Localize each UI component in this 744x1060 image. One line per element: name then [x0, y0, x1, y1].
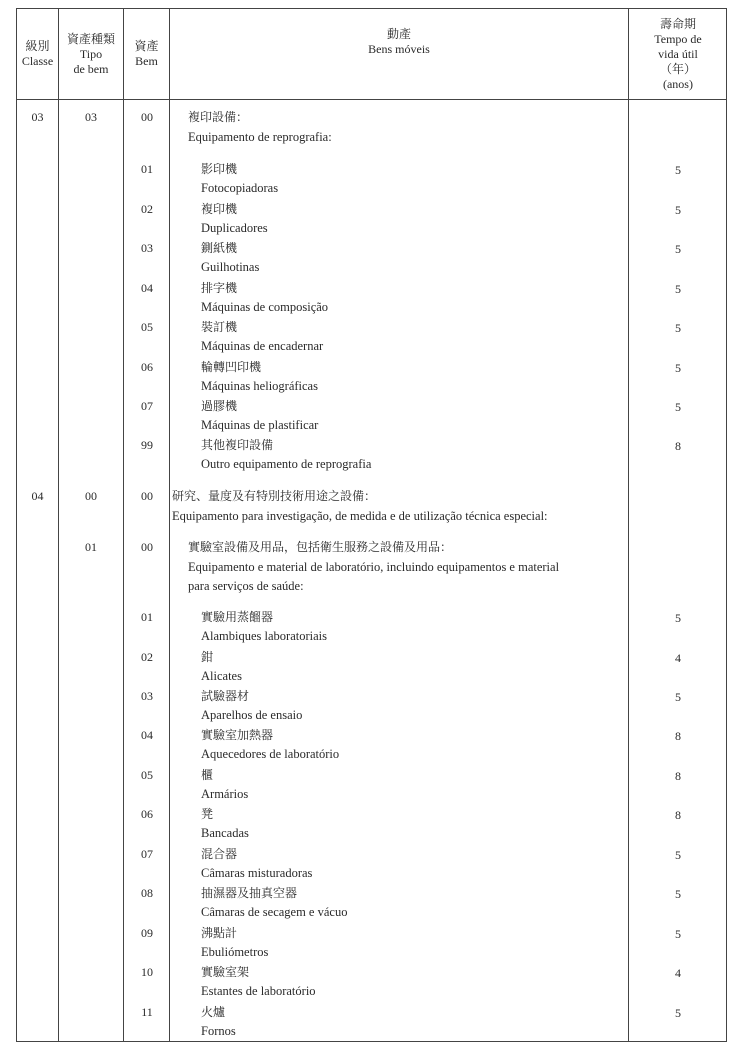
- cell-bem: 99: [141, 438, 153, 452]
- group-title-pt: Equipamento e material de laboratório, incluindo equipamentos e material: [188, 560, 560, 574]
- cell-vida: 4: [675, 651, 681, 665]
- item-zh: 鉗: [201, 650, 214, 664]
- group-title-zh: 研究、量度及有特別技術用途之設備：: [172, 489, 377, 503]
- cell-bem: 10: [141, 965, 153, 979]
- cell-bem: 07: [141, 399, 153, 413]
- cell-vida: 5: [675, 203, 681, 217]
- item-pt: Ebuliómetros: [201, 945, 269, 959]
- item-zh: 排字機: [201, 281, 238, 295]
- cell-vida: 5: [675, 361, 681, 375]
- cell-vida: 5: [675, 927, 681, 941]
- column-divider: [58, 9, 59, 1041]
- cell-vida: 4: [675, 966, 681, 980]
- header-text: Bem: [135, 54, 158, 68]
- cell-tipo: 01: [85, 540, 97, 554]
- item-pt: Estantes de laboratório: [201, 984, 316, 998]
- item-pt: Fornos: [201, 1024, 236, 1038]
- item-pt: Alicates: [201, 669, 242, 683]
- cell-vida: 5: [675, 887, 681, 901]
- item-zh: 實驗室加熱器: [201, 728, 274, 742]
- item-zh: 火爐: [201, 1005, 226, 1019]
- cell-vida: 5: [675, 242, 681, 256]
- header-text: 級別: [25, 39, 50, 53]
- cell-vida: 8: [675, 808, 681, 822]
- item-pt: Duplicadores: [201, 221, 268, 235]
- item-pt: Bancadas: [201, 826, 249, 840]
- cell-bem: 01: [141, 162, 153, 176]
- cell-vida: 5: [675, 848, 681, 862]
- cell-vida: 5: [675, 321, 681, 335]
- item-zh: 裝訂機: [201, 320, 238, 334]
- cell-bem: 03: [141, 689, 153, 703]
- cell-vida: 5: [675, 1006, 681, 1020]
- cell-bem: 02: [141, 650, 153, 664]
- item-pt: Máquinas de encadernar: [201, 339, 324, 353]
- header-classe: [17, 9, 58, 99]
- cell-vida: 8: [675, 729, 681, 743]
- group-title-pt-continued: para serviços de saúde:: [188, 579, 304, 593]
- item-pt: Câmaras misturadoras: [201, 866, 313, 880]
- item-zh: 抽濕器及抽真空器: [201, 886, 298, 900]
- cell-tipo: 03: [85, 110, 97, 124]
- cell-bem: 01: [141, 610, 153, 624]
- cell-vida: 5: [675, 282, 681, 296]
- cell-vida: 5: [675, 611, 681, 625]
- cell-bem: 00: [141, 110, 153, 124]
- cell-vida: 8: [675, 439, 681, 453]
- header-text: vida útil: [658, 46, 698, 61]
- cell-bem: 00: [141, 489, 153, 503]
- item-zh: 混合器: [201, 847, 238, 861]
- cell-bem: 04: [141, 281, 153, 295]
- header-text: de bem: [73, 61, 109, 76]
- item-pt: Guilhotinas: [201, 260, 260, 274]
- header-text: 資產: [134, 39, 159, 53]
- item-zh: 鍘紙機: [201, 241, 238, 255]
- header-descricao: [170, 9, 628, 99]
- cell-bem: 06: [141, 807, 153, 821]
- cell-bem: 11: [141, 1005, 153, 1019]
- item-pt: Aparelhos de ensaio: [201, 708, 303, 722]
- header-tipo: [59, 9, 123, 99]
- header-bem: [124, 9, 169, 99]
- cell-bem: 05: [141, 768, 153, 782]
- item-zh: 複印機: [201, 202, 238, 216]
- item-zh: 凳: [201, 807, 214, 821]
- item-zh: 沸點計: [201, 926, 238, 940]
- header-text: Tipo: [79, 46, 103, 61]
- group-title-zh: 實驗室設備及用品，包括衛生服務之設備及用品：: [188, 540, 453, 554]
- cell-vida: 5: [675, 400, 681, 414]
- cell-classe: 03: [31, 110, 44, 124]
- header-text: 壽命期: [659, 16, 696, 31]
- asset-table: [16, 8, 727, 1042]
- item-zh: 輪轉凹印機: [201, 360, 262, 374]
- group-title-pt: Equipamento para investigação, de medida e de utilização técnica especial:: [172, 509, 548, 523]
- cell-vida: 5: [675, 690, 681, 704]
- cell-classe: 04: [31, 489, 44, 503]
- item-pt: Armários: [201, 787, 249, 801]
- item-zh: 櫃: [201, 768, 214, 782]
- cell-bem: 00: [141, 540, 153, 554]
- cell-vida: 8: [675, 769, 681, 783]
- item-pt: Máquinas heliográficas: [201, 379, 318, 393]
- item-zh: 過膠機: [201, 399, 238, 413]
- item-zh: 試驗器材: [201, 689, 250, 703]
- header-text: 資產種類: [66, 31, 115, 46]
- item-pt: Outro equipamento de reprografia: [201, 457, 372, 471]
- cell-bem: 03: [141, 241, 153, 255]
- cell-bem: 09: [141, 926, 153, 940]
- item-pt: Máquinas de plastificar: [201, 418, 319, 432]
- cell-bem: 05: [141, 320, 153, 334]
- cell-bem: 07: [141, 847, 153, 861]
- cell-vida: 5: [675, 163, 681, 177]
- cell-bem: 08: [141, 886, 153, 900]
- header-text: Tempo de: [654, 31, 702, 46]
- group-title-zh: 複印設備：: [188, 110, 249, 124]
- cell-bem: 04: [141, 728, 153, 742]
- item-pt: Aquecedores de laboratório: [201, 747, 340, 761]
- cell-tipo: 00: [85, 489, 97, 503]
- header-text: 動產: [386, 27, 411, 41]
- header-text: Bens móveis: [368, 42, 430, 56]
- header-divider: [17, 99, 726, 100]
- item-zh: 實驗用蒸餾器: [201, 610, 274, 624]
- header-text: （年）: [659, 61, 696, 76]
- header-text: Classe: [21, 54, 54, 68]
- item-pt: Câmaras de secagem e vácuo: [201, 905, 348, 919]
- item-zh: 其他複印設備: [201, 438, 274, 452]
- item-pt: Alambiques laboratoriais: [201, 629, 328, 643]
- item-zh: 影印機: [201, 162, 238, 176]
- cell-bem: 02: [141, 202, 153, 216]
- cell-bem: 06: [141, 360, 153, 374]
- header-text: (anos): [662, 76, 693, 91]
- item-pt: Máquinas de composição: [201, 300, 329, 314]
- item-zh: 實驗室架: [201, 965, 250, 979]
- group-title-pt: Equipamento de reprografia:: [188, 130, 332, 144]
- item-pt: Fotocopiadoras: [201, 181, 279, 195]
- header-vida: [629, 9, 727, 99]
